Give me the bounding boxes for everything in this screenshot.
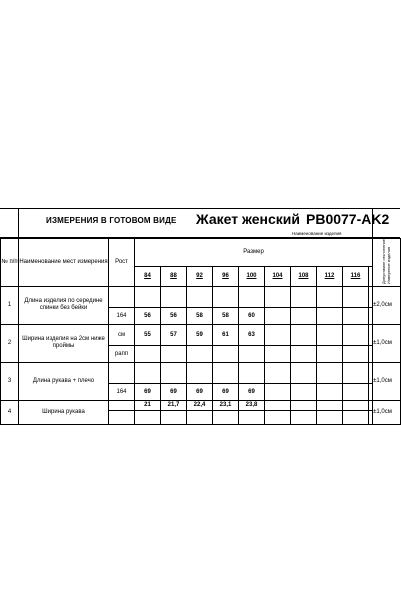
cell-value: [187, 345, 213, 362]
tolerance-value: ±1,0см: [373, 324, 401, 362]
cell-value: 22,4: [187, 400, 213, 410]
size-100: 100: [239, 266, 265, 286]
cell-value: [213, 410, 239, 424]
cell-value: 63: [239, 324, 265, 345]
cell-value: [291, 410, 317, 424]
size-96: 96: [213, 266, 239, 286]
cell-value: [135, 345, 161, 362]
measurement-sheet: [0, 208, 400, 416]
cell-value: [291, 307, 317, 324]
col-header-size: Размер: [135, 239, 373, 267]
cell-value: [265, 345, 291, 362]
cell-value: 57: [161, 324, 187, 345]
size-88: 88: [161, 266, 187, 286]
cell-value: 69: [239, 383, 265, 400]
cell-value: [161, 286, 187, 307]
cell-value: 21: [135, 400, 161, 410]
cell-value: 69: [161, 383, 187, 400]
sheet-header: [0, 208, 400, 238]
cell-value: 23,8: [239, 400, 265, 410]
cell-value: [291, 324, 317, 345]
cell-value: [317, 362, 343, 383]
cell-value: 56: [135, 307, 161, 324]
header-divider: [372, 209, 373, 239]
measurement-table: [0, 238, 401, 425]
cell-value: [239, 345, 265, 362]
cell-value: [343, 307, 369, 324]
tolerance-value: ±2,0см: [373, 286, 401, 324]
cell-spacer: [369, 383, 373, 400]
cell-value: [317, 345, 343, 362]
size-84: 84: [135, 266, 161, 286]
product-subtitle: Наименование изделия: [292, 231, 342, 236]
table-row: [1, 362, 401, 383]
cell-value: [239, 362, 265, 383]
measurement-name: Ширина изделия на 2см ниже проймы: [19, 324, 109, 362]
measurement-name: Ширина рукава: [19, 400, 109, 424]
cell-value: [343, 410, 369, 424]
cell-value: [265, 362, 291, 383]
size-112: 112: [317, 266, 343, 286]
cell-value: [161, 362, 187, 383]
size-92: 92: [187, 266, 213, 286]
col-header-no: № п/п: [1, 239, 19, 287]
row-sub-top: [109, 400, 135, 410]
cell-spacer: [369, 410, 373, 424]
cell-value: [135, 410, 161, 424]
table-row: [1, 400, 401, 410]
header-divider: [18, 209, 19, 239]
size-spacer: [369, 266, 373, 286]
cell-value: 60: [239, 307, 265, 324]
measurement-name: Длина изделия по середине спинки без бейки: [19, 286, 109, 324]
row-number: 2: [1, 324, 19, 362]
cell-value: [291, 345, 317, 362]
tolerance-vertical-label: Измерение изделия: [386, 246, 392, 284]
col-header-name: Наименование мест измерения: [19, 239, 109, 287]
cell-value: [343, 345, 369, 362]
cell-value: [213, 286, 239, 307]
row-sub-top: см: [109, 324, 135, 345]
row-sub-bottom: рапп: [109, 345, 135, 362]
measurements-heading: ИЗМЕРЕНИЯ В ГОТОВОМ ВИДЕ: [46, 216, 177, 225]
cell-value: [291, 383, 317, 400]
cell-value: 58: [213, 307, 239, 324]
cell-value: [291, 362, 317, 383]
col-header-tolerance: [373, 239, 401, 287]
cell-value: [135, 362, 161, 383]
cell-value: [213, 345, 239, 362]
row-number: 4: [1, 400, 19, 424]
cell-value: [135, 286, 161, 307]
size-108: 108: [291, 266, 317, 286]
product-code: PB0077-AK2: [306, 211, 390, 227]
row-sub-bottom: 164: [109, 383, 135, 400]
cell-spacer: [369, 307, 373, 324]
cell-value: [265, 324, 291, 345]
measurement-rows: [1, 286, 401, 424]
row-sub-bottom: [109, 410, 135, 424]
cell-value: [317, 383, 343, 400]
measurement-name: Длина рукава + плечо: [19, 362, 109, 400]
cell-value: [187, 286, 213, 307]
size-104: 104: [265, 266, 291, 286]
cell-value: 69: [187, 383, 213, 400]
row-sub-bottom: 164: [109, 307, 135, 324]
tolerance-vertical-label: Допустимое отклонение: [380, 239, 386, 284]
cell-value: 55: [135, 324, 161, 345]
cell-value: [265, 307, 291, 324]
size-116: 116: [343, 266, 369, 286]
cell-value: [317, 307, 343, 324]
cell-value: [187, 410, 213, 424]
cell-value: 58: [187, 307, 213, 324]
row-number: 3: [1, 362, 19, 400]
cell-value: 69: [213, 383, 239, 400]
cell-value: [343, 400, 369, 410]
cell-value: [265, 383, 291, 400]
cell-value: [343, 286, 369, 307]
tolerance-value: ±1,0см: [373, 362, 401, 400]
cell-value: 59: [187, 324, 213, 345]
cell-value: [265, 410, 291, 424]
cell-value: [187, 362, 213, 383]
product-title: Жакет женский: [196, 211, 300, 227]
cell-value: [317, 324, 343, 345]
table-row: [1, 286, 401, 307]
cell-value: [291, 400, 317, 410]
cell-value: [161, 345, 187, 362]
cell-value: 69: [135, 383, 161, 400]
cell-value: [239, 410, 265, 424]
row-number: 1: [1, 286, 19, 324]
cell-value: [161, 410, 187, 424]
col-header-height: Рост: [109, 239, 135, 287]
cell-value: 23,1: [213, 400, 239, 410]
cell-value: [343, 362, 369, 383]
cell-value: 56: [161, 307, 187, 324]
cell-value: [239, 286, 265, 307]
row-sub-top: [109, 286, 135, 307]
table-row: [1, 324, 401, 345]
cell-value: [317, 400, 343, 410]
cell-value: [291, 286, 317, 307]
cell-value: [317, 410, 343, 424]
cell-value: [343, 324, 369, 345]
cell-value: [343, 383, 369, 400]
row-sub-top: [109, 362, 135, 383]
cell-value: [265, 286, 291, 307]
cell-value: [265, 400, 291, 410]
cell-value: 21,7: [161, 400, 187, 410]
cell-value: [317, 286, 343, 307]
tolerance-value: ±1,0см: [373, 400, 401, 424]
cell-value: [213, 362, 239, 383]
cell-spacer: [369, 345, 373, 362]
cell-value: 61: [213, 324, 239, 345]
